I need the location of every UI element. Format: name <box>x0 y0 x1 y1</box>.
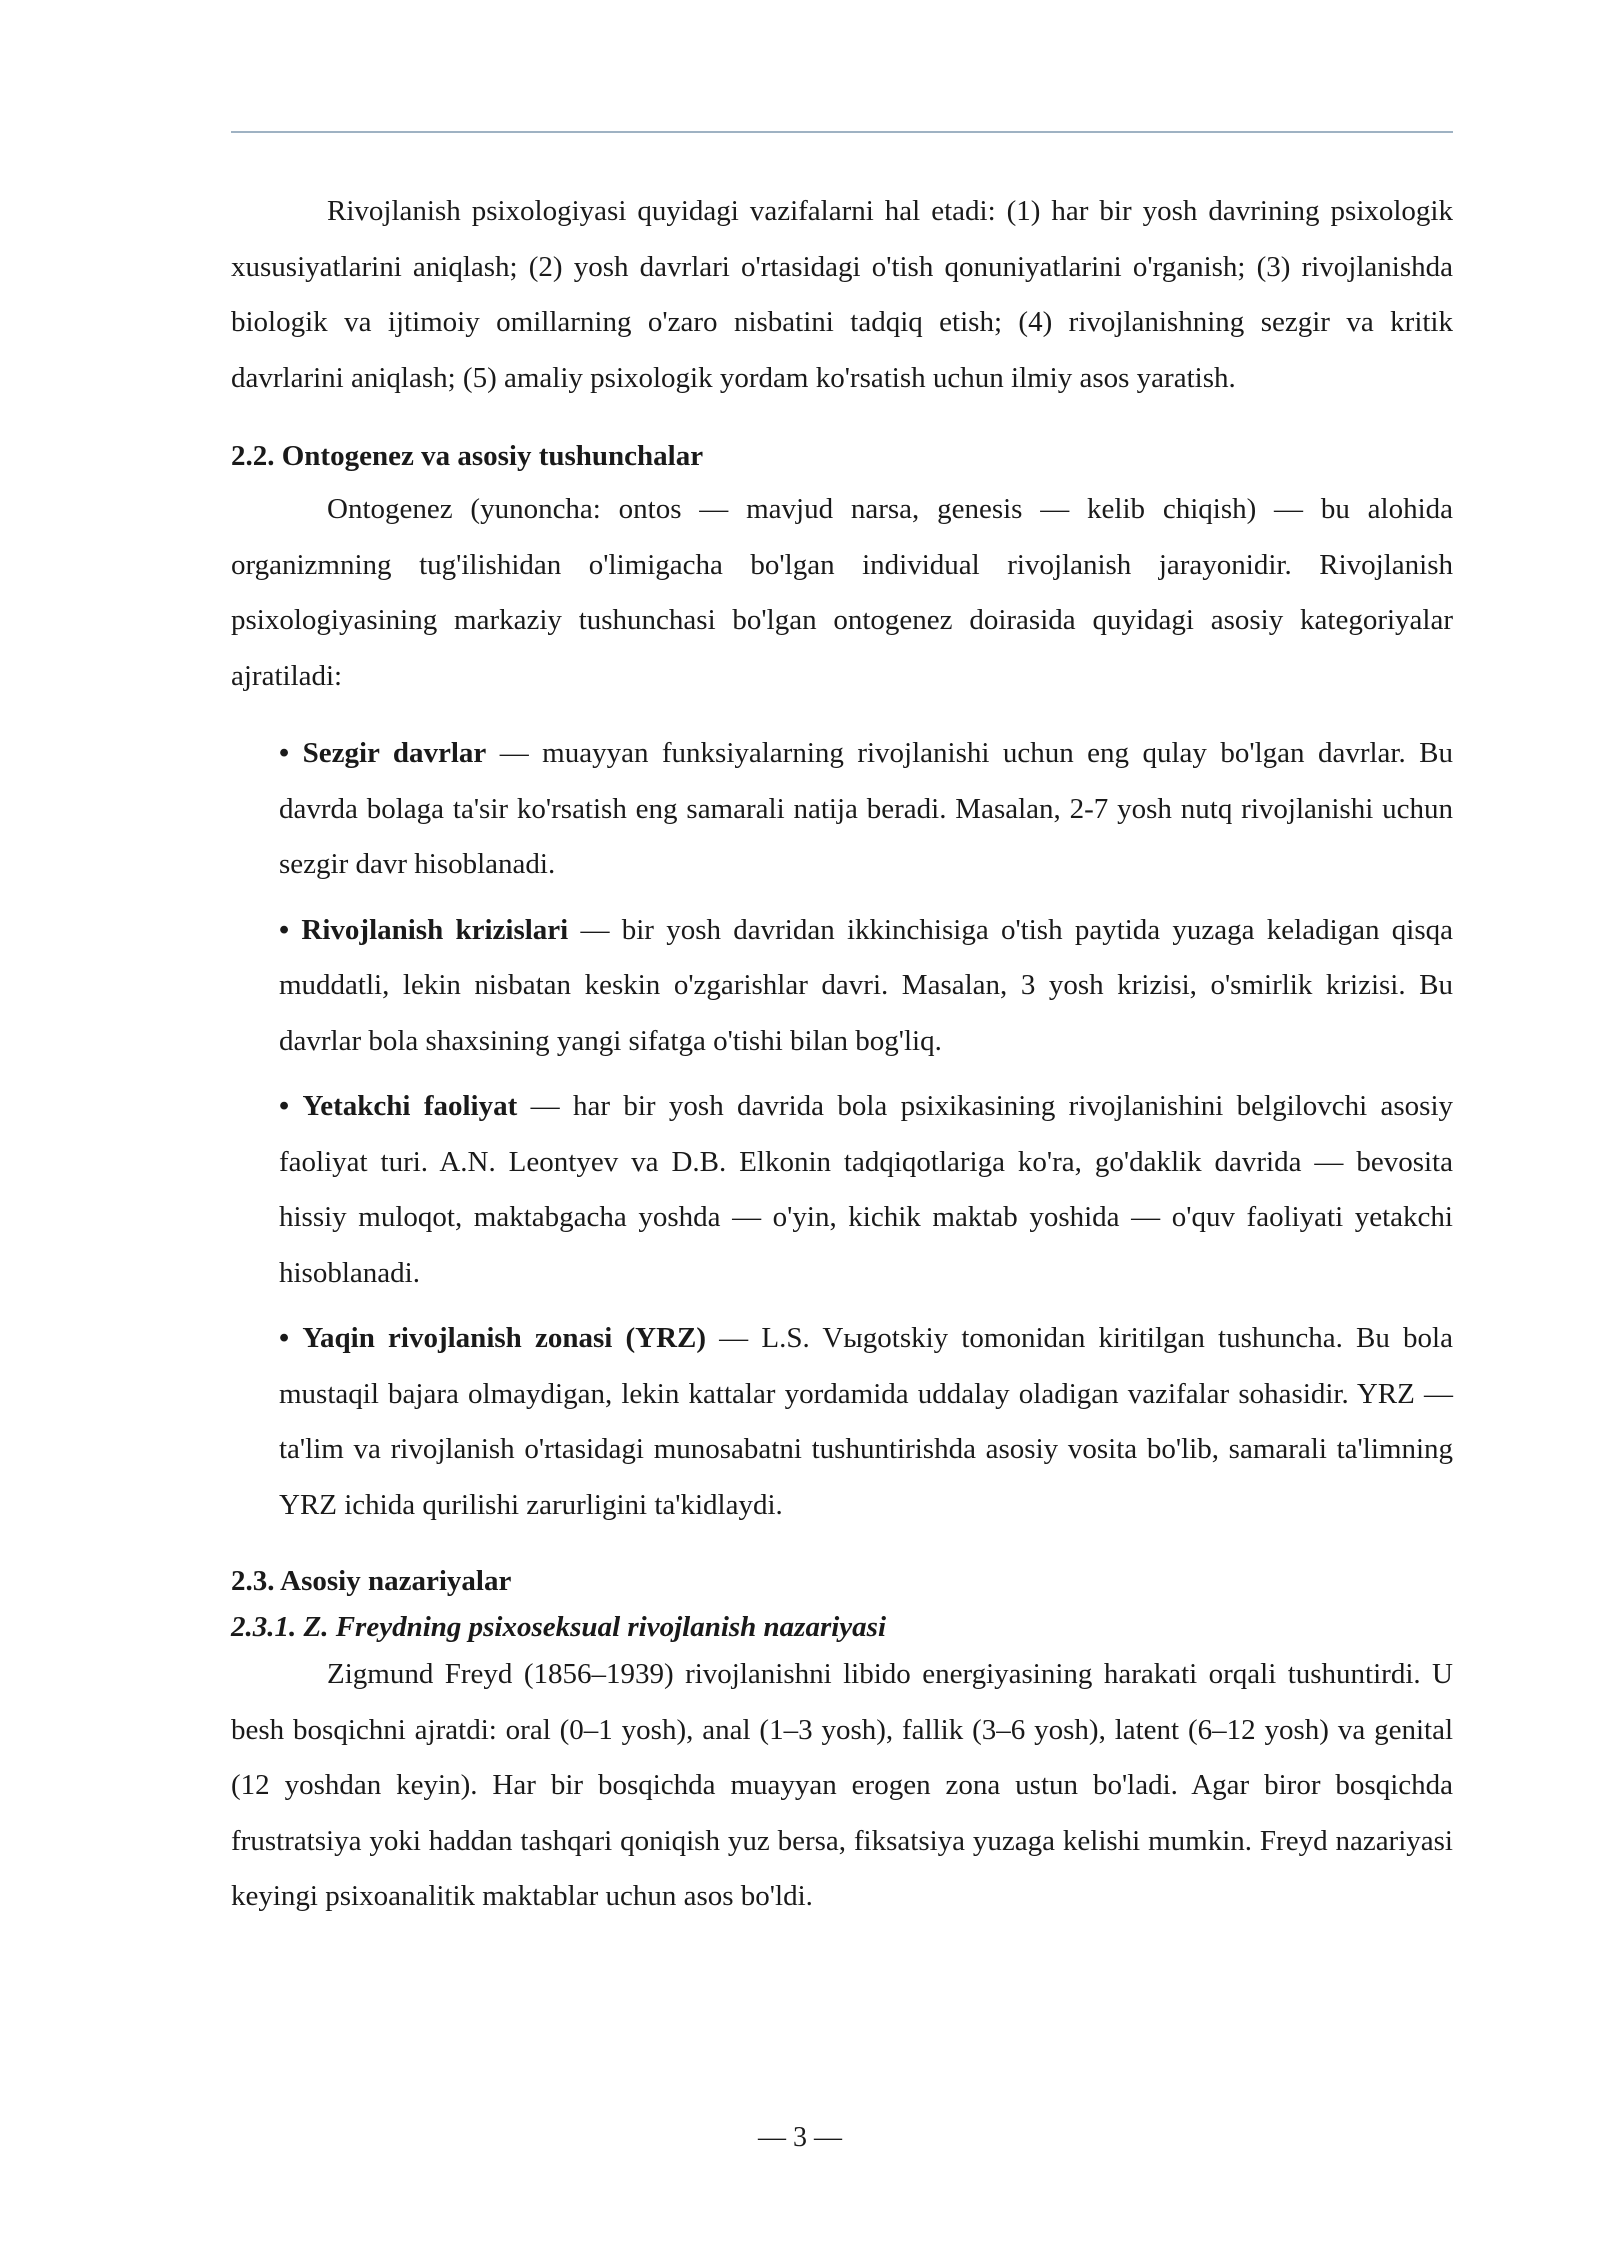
bullet-marker: • <box>279 737 290 769</box>
bullet-marker: • <box>279 1322 290 1354</box>
bullet-term: Sezgir davrlar <box>302 737 487 769</box>
bullet-text: — L.S. Vыgotskiy tomonidan kiritilgan tushuncha. Bu bola mustaqil bajara olmaydigan, lekin kattalar yordamida uddalay oladigan vazifalar sohasidir. YRZ — ta'lim va rivojlanish o'rtasidagi munosabatni tushuntirishda asosiy vosita bo'lib, samarali ta'limning YRZ ichida qurilishi zarurligini ta'kidlaydi. <box>279 1322 1453 1521</box>
category-list <box>231 726 1453 1533</box>
bullet-term: Yetakchi faoliyat <box>302 1090 518 1122</box>
intro-paragraph: Rivojlanish psixologiyasi quyidagi vazifalarni hal etadi: (1) har bir yosh davrining psixologik xususiyatlarini aniqlash; (2) yosh davrlari o'rtasidagi o'tish qonuniyatlarini o'rganish; (3) rivojlanishda biologik va ijtimoiy omillarning o'zaro nisbatini tadqiq etish; (4) rivojlanishning sezgir va kritik davrlarini aniqlash; (5) amaliy psixologik yordam ko'rsatish uchun ilmiy asos yaratish. <box>231 195 1453 394</box>
ontogenez-paragraph: Ontogenez (yunoncha: ontos — mavjud narsa, genesis — kelib chiqish) — bu alohida organizmning tug'ilishidan o'limigacha bo'lgan individual rivojlanish jarayonidir. Rivojlanish psixologiyasining markaziy tushunchasi bo'lgan ontogenez doirasida quyidagi asosiy kategoriyalar ajratiladi: <box>231 493 1453 692</box>
freyd-paragraph: Zigmund Freyd (1856–1939) rivojlanishni libido energiyasining harakati orqali tushuntirdi. U besh bosqichni ajratdi: oral (0–1 yosh), anal (1–3 yosh), fallik (3–6 yosh), latent (6–12 yosh) va genital (12 yoshdan keyin). Har bir bosqichda muayyan erogen zona ustun bo'ladi. Agar biror bosqichda frustratsiya yoki haddan tashqari qoniqish yuz bersa, fiksatsiya yuzaga kelishi mumkin. Freyd nazariyasi keyingi psixoanalitik maktablar uchun asos bo'ldi. <box>231 1658 1453 1912</box>
list-item <box>279 1311 1453 1533</box>
list-item <box>279 1079 1453 1301</box>
bullet-text: — muayyan funksiyalarning rivojlanishi uchun eng qulay bo'lgan davrlar. Bu davrda bolaga ta'sir ko'rsatish eng samarali natija beradi. Masalan, 2-7 yosh nutq rivojlanishi uchun sezgir davr hisoblanadi. <box>279 737 1454 880</box>
page-number: — 3 — <box>758 2122 842 2153</box>
bullet-marker: • <box>279 913 290 946</box>
section-heading-2-3: 2.3. Asosiy nazariyalar <box>231 1565 512 1597</box>
bullet-term: Yaqin rivojlanish zonasi (YRZ) <box>302 1322 707 1354</box>
header-rule <box>231 131 1453 133</box>
list-item <box>279 726 1453 893</box>
bullet-term: Rivojlanish krizislari <box>301 913 569 946</box>
list-item <box>279 903 1453 1070</box>
bullet-marker: • <box>279 1090 290 1122</box>
bullet-text: — bir yosh davridan ikkinchisiga o'tish paytida yuzaga keladigan qisqa muddatli, lekin nisbatan keskin o'zgarishlar davri. Masalan, 3 yosh krizisi, o'smirlik krizisi. Bu davrlar bola shaxsining yangi sifatga o'tishi bilan bog'liq. <box>279 913 1453 1057</box>
section-heading-2-2: 2.2. Ontogenez va asosiy tushunchalar <box>231 440 704 472</box>
subsection-heading-2-3-1: 2.3.1. Z. Freydning psixoseksual rivojlanish nazariyasi <box>231 1611 887 1643</box>
page-content <box>231 184 1453 1925</box>
bullet-text: — har bir yosh davrida bola psixikasining rivojlanishini belgilovchi asosiy faoliyat turi. A.N. Leontyev va D.B. Elkonin tadqiqotlariga ko'ra, go'daklik davrida — bevosita hissiy muloqot, maktabgacha yoshda — o'yin, kichik maktab yoshida — o'quv faoliyati yetakchi hisoblanadi. <box>279 1090 1454 1289</box>
